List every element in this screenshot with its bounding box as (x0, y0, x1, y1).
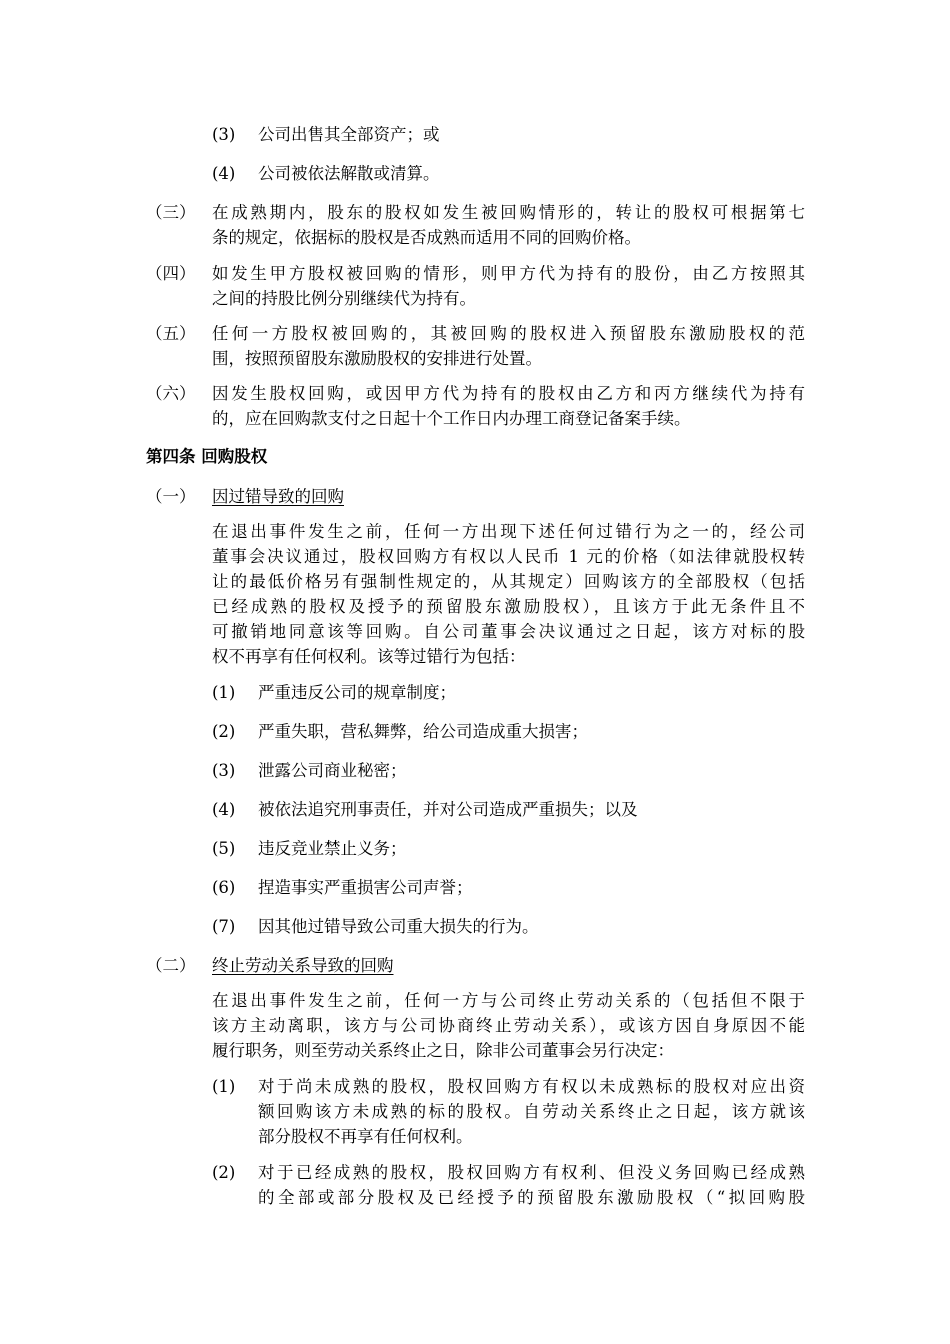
section-number: （六） (146, 384, 196, 403)
list-item-text: 严重失职，营私舞弊，给公司造成重大损害； (258, 722, 588, 741)
paragraph-line: 在退出事件发生之前，任何一方与公司终止劳动关系的（包括但不限于 (212, 991, 805, 1010)
list-number: (1) (212, 1077, 236, 1096)
paragraph-line: 在成熟期内，股东的股权如发生被回购情形的，转让的股权可根据第七 (212, 203, 805, 222)
list-number: (4) (212, 164, 236, 183)
section-number: （三） (146, 203, 196, 222)
list-item-text: 泄露公司商业秘密； (258, 761, 407, 780)
paragraph-line: 可撤销地同意该等回购。自公司董事会决议通过之日起，该方对标的股 (212, 622, 805, 641)
list-item-text: 捏造事实严重损害公司声誉； (258, 878, 473, 897)
list-item-text: 公司被依法解散或清算。 (258, 164, 440, 183)
list-number: (3) (212, 125, 236, 144)
paragraph-line: 已经成熟的股权及授予的预留股东激励股权），且该方于此无条件且不 (212, 597, 805, 616)
list-number: (6) (212, 878, 236, 897)
list-item-text: 对于已经成熟的股权，股权回购方有权利、但没义务回购已经成熟 (258, 1163, 805, 1182)
paragraph-line: 因发生股权回购，或因甲方代为持有的股权由乙方和丙方继续代为持有 (212, 384, 805, 403)
section-number: （五） (146, 324, 196, 343)
paragraph-line: 如发生甲方股权被回购的情形，则甲方代为持有的股份，由乙方按照其 (212, 264, 805, 283)
paragraph-line: 让的最低价格另有强制性规定的，从其规定）回购该方的全部股权（包括 (212, 572, 805, 591)
article-heading: 第四条 回购股权 (146, 447, 268, 466)
list-item-text: 部分股权不再享有任何权利。 (258, 1127, 473, 1146)
section-number: （二） (146, 956, 196, 975)
list-item-text: 因其他过错导致公司重大损失的行为。 (258, 917, 539, 936)
paragraph-line: 董事会决议通过，股权回购方有权以人民币 1 元的价格（如法律就股权转 (212, 547, 805, 566)
section-number: （四） (146, 264, 196, 283)
list-number: (3) (212, 761, 236, 780)
list-number: (5) (212, 839, 236, 858)
list-item-text: 对于尚未成熟的股权，股权回购方有权以未成熟标的股权对应出资 (258, 1077, 805, 1096)
list-number: (4) (212, 800, 236, 819)
list-number: (2) (212, 722, 236, 741)
section-number: （一） (146, 487, 196, 506)
paragraph-line: 的，应在回购款支付之日起十个工作日内办理工商登记备案手续。 (212, 409, 691, 428)
list-item-text: 公司出售其全部资产；或 (258, 125, 440, 144)
list-item-text: 额回购该方未成熟的标的股权。自劳动关系终止之日起，该方就该 (258, 1102, 805, 1121)
list-number: (2) (212, 1163, 236, 1182)
list-item-text: 违反竞业禁止义务； (258, 839, 407, 858)
list-number: (1) (212, 683, 236, 702)
section-title: 终止劳动关系导致的回购 (212, 956, 394, 975)
paragraph-line: 任何一方股权被回购的，其被回购的股权进入预留股东激励股权的范 (212, 324, 805, 343)
paragraph-line: 条的规定，依据标的股权是否成熟而适用不同的回购价格。 (212, 228, 641, 247)
paragraph-line: 权不再享有任何权利。该等过错行为包括： (212, 647, 526, 666)
paragraph-line: 之间的持股比例分别继续代为持有。 (212, 289, 476, 308)
list-item-text: 严重违反公司的规章制度； (258, 683, 456, 702)
list-item-text: 的全部或部分股权及已经授予的预留股东激励股权（“拟回购股 (258, 1188, 805, 1207)
list-item-text: 被依法追究刑事责任，并对公司造成严重损失；以及 (258, 800, 638, 819)
paragraph-line: 履行职务，则至劳动关系终止之日，除非公司董事会另行决定： (212, 1041, 674, 1060)
paragraph-line: 围，按照预留股东激励股权的安排进行处置。 (212, 349, 542, 368)
section-title: 因过错导致的回购 (212, 487, 344, 506)
paragraph-line: 在退出事件发生之前，任何一方出现下述任何过错行为之一的，经公司 (212, 522, 805, 541)
paragraph-line: 该方主动离职，该方与公司协商终止劳动关系），或该方因自身原因不能 (212, 1016, 805, 1035)
list-number: (7) (212, 917, 236, 936)
